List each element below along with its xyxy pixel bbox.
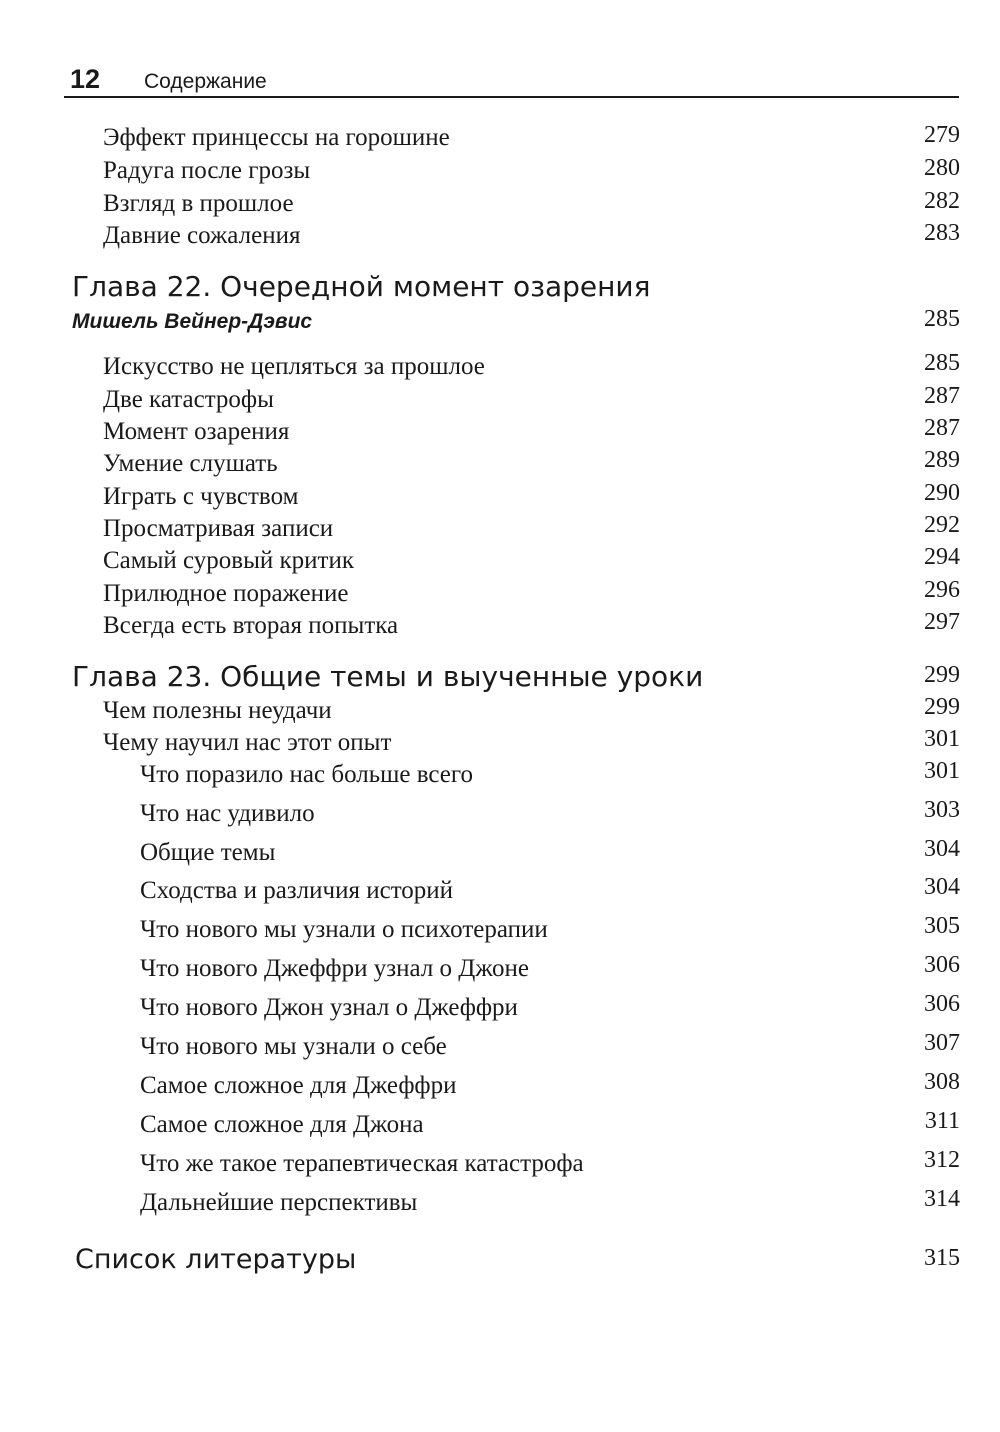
- toc-entry-title: Взгляд в прошлое: [103, 190, 294, 217]
- section-title: Содержание: [144, 70, 267, 93]
- toc-entry-page: 311: [924, 1108, 960, 1134]
- toc-entry-title: Самое сложное для Джона: [140, 1111, 424, 1138]
- toc-entry-title: Радуга после грозы: [103, 157, 311, 184]
- bibliography-heading: [0, 1244, 1000, 1276]
- toc-entry: [0, 415, 1000, 450]
- toc-entry-page: 307: [924, 1030, 960, 1056]
- toc-entry-page: 292: [924, 512, 960, 538]
- toc-entry-page: 303: [924, 797, 960, 823]
- toc-entry-page: 285: [924, 350, 960, 376]
- toc-entry: [0, 726, 1000, 761]
- chapter-heading: [0, 270, 1000, 302]
- toc-entry-page: 301: [924, 758, 960, 784]
- chapter-title: Глава 23. Общие темы и выученные уроки: [72, 660, 704, 693]
- toc-entry: [0, 480, 1000, 515]
- toc-entry-page: 280: [924, 155, 960, 181]
- toc-entry-page: 312: [924, 1147, 960, 1173]
- toc-entry-title: Что же такое терапевтическая катастрофа: [140, 1150, 584, 1177]
- toc-entry: [0, 222, 1000, 254]
- bibliography-title: Список литературы: [75, 1244, 357, 1275]
- toc-entry-page: 279: [924, 122, 960, 148]
- toc-entry-title: Эффект принцессы на горошине: [103, 124, 450, 151]
- author-name: Мишель Вейнер-Дэвис: [72, 310, 313, 333]
- toc-entry-title: Самое сложное для Джеффри: [140, 1072, 457, 1099]
- toc-entry: [0, 609, 1000, 644]
- toc-entry-page: 304: [924, 836, 960, 862]
- toc-entry-title: Что нового мы узнали о себе: [140, 1033, 447, 1060]
- toc-entry-page: 285: [924, 306, 960, 332]
- toc-subentry: [0, 913, 1000, 948]
- toc-subentry: [0, 1069, 1000, 1104]
- toc-subentry: [0, 797, 1000, 832]
- toc-entry-page: 296: [924, 577, 960, 603]
- toc-entry-title: Прилюдное поражение: [103, 580, 349, 607]
- toc-entry-page: 294: [924, 544, 960, 570]
- toc-entry-page: 305: [924, 913, 960, 939]
- toc-entry-page: 306: [924, 952, 960, 978]
- toc-subentry: [0, 991, 1000, 1026]
- toc-subentry: [0, 836, 1000, 871]
- toc-entry-title: Чем полезны неудачи: [103, 697, 332, 724]
- toc-entry-title: Всегда есть вторая попытка: [103, 612, 399, 639]
- toc-subentry: [0, 1030, 1000, 1065]
- toc-entry-page: 306: [924, 991, 960, 1017]
- toc-entry-page: 287: [924, 415, 960, 441]
- chapter-author: [0, 306, 1000, 342]
- toc-entry-title: Что нового Джон узнал о Джеффри: [140, 994, 518, 1021]
- toc-entry-title: Сходства и различия историй: [140, 877, 454, 904]
- toc-entry-page: 314: [924, 1186, 960, 1212]
- toc-entry-title: Что нового мы узнали о психотерапии: [140, 916, 548, 943]
- toc-entry-page: 308: [924, 1069, 960, 1095]
- toc-entry-title: Общие темы: [140, 839, 276, 866]
- page-number: 12: [70, 64, 101, 94]
- toc-entry: [0, 350, 1000, 385]
- toc-entry: [0, 512, 1000, 547]
- chapter-heading: [0, 660, 1000, 692]
- running-header: [64, 62, 959, 98]
- toc-entry-title: Что поразило нас больше всего: [140, 761, 474, 788]
- toc-entry-title: Дальнейшие перспективы: [140, 1189, 418, 1216]
- chapter-title: Глава 22. Очередной момент озарения: [72, 270, 651, 303]
- chapter-page: 299: [924, 662, 960, 688]
- toc-entry-title: Играть с чувством: [103, 483, 299, 510]
- toc-entry-title: Умение слушать: [103, 450, 278, 477]
- toc-subentry: [0, 758, 1000, 793]
- toc-subentry: [0, 1186, 1000, 1221]
- toc-entry: [0, 190, 1000, 222]
- toc-entry: [0, 383, 1000, 418]
- toc-entry-title: Две катастрофы: [103, 386, 274, 413]
- toc-entry-title: Искусство не цепляться за прошлое: [103, 353, 485, 380]
- toc-entry-page: 290: [924, 480, 960, 506]
- toc-entry-page: 297: [924, 609, 960, 635]
- toc-entry: [0, 447, 1000, 482]
- toc-entry-page: 282: [924, 188, 960, 214]
- toc-subentry: [0, 1147, 1000, 1182]
- toc-entry-page: 299: [924, 694, 960, 720]
- toc-entry: [0, 577, 1000, 612]
- toc-entry-title: Момент озарения: [103, 418, 290, 445]
- bibliography-page: 315: [924, 1245, 960, 1271]
- toc-entry-title: Давние сожаления: [103, 222, 301, 249]
- toc-subentry: [0, 952, 1000, 987]
- toc-entry-title: Просматривая записи: [103, 515, 334, 542]
- toc-entry-page: 287: [924, 383, 960, 409]
- toc-entry: [0, 544, 1000, 579]
- toc-entry: [0, 124, 1000, 156]
- toc-entry: [0, 694, 1000, 729]
- toc-entry-title: Самый суровый критик: [103, 547, 354, 574]
- toc-entry-page: 304: [924, 874, 960, 900]
- toc-entry-title: Что нового Джеффри узнал о Джоне: [140, 955, 529, 982]
- toc-entry-page: 283: [924, 220, 960, 246]
- toc-subentry: [0, 1108, 1000, 1143]
- toc-entry: [0, 157, 1000, 189]
- toc-entry-title: Чему научил нас этот опыт: [103, 729, 392, 756]
- toc-subentry: [0, 874, 1000, 909]
- toc-entry-page: 301: [924, 726, 960, 752]
- toc-entry-title: Что нас удивило: [140, 800, 315, 827]
- toc-entry-page: 289: [924, 447, 960, 473]
